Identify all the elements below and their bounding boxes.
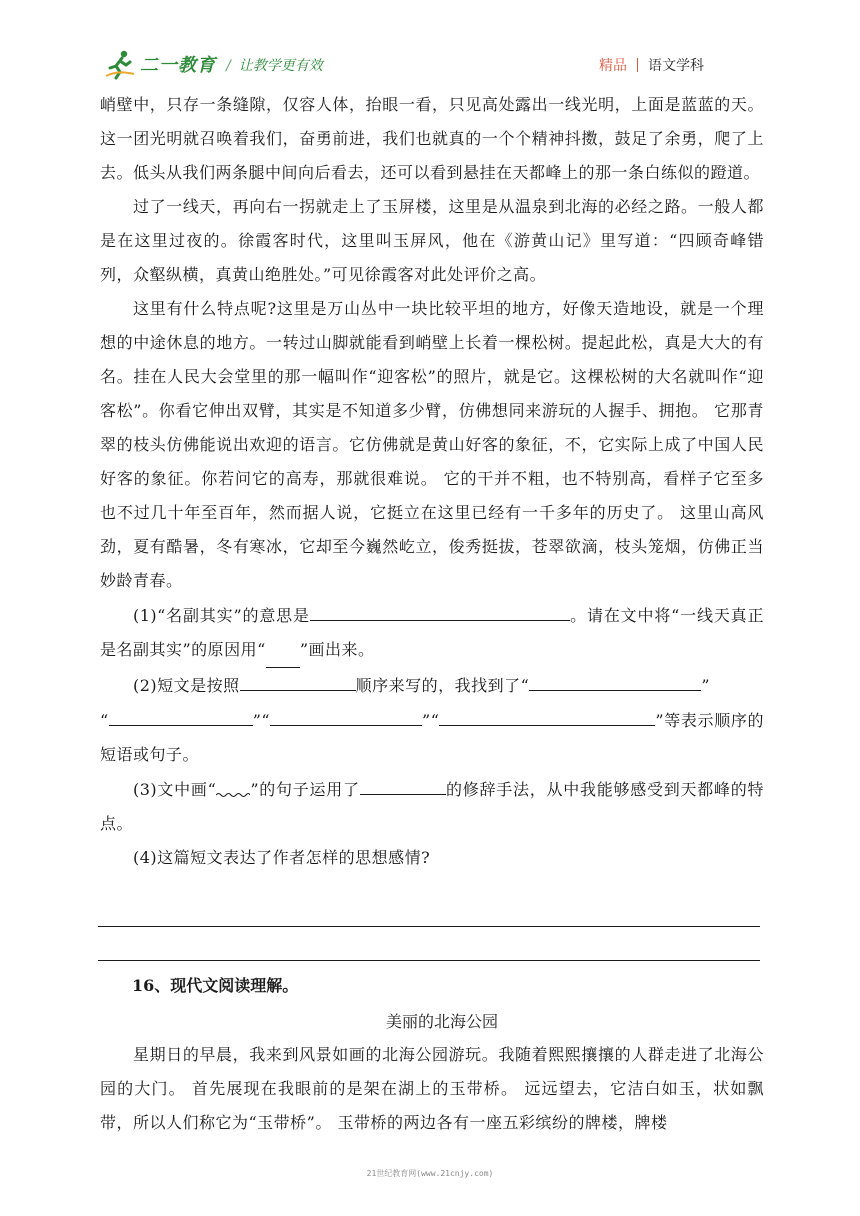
question-4: (4)这篇短文表达了作者怎样的思想感情? [133, 848, 431, 867]
answer-blank-phrase-1[interactable] [529, 668, 701, 691]
article-title: 美丽的北海公园 [385, 1012, 498, 1031]
passage-paragraph-2: 过了一线天，再向右一拐就走上了玉屏楼，这里是从温泉到北海的必经之路。一般人都是在这里过夜的。徐霞客时代，这里叫玉屏风，他在《游黄山记》里写道：“四顾奇峰错列，众壑纵横，真黄山绝胜处。”可见徐霞客对此处评价之高。 [100, 197, 764, 284]
question-3-text-a: (3)文中画“ [133, 780, 217, 799]
question-1-text-a: (1)“名副其实”的意思是 [133, 606, 310, 625]
question-2-text-b: 顺序来写的，我找到了“ [355, 676, 530, 695]
passage-paragraph-3: 这里有什么特点呢?这里是万山丛中一块比较平坦的地方，好像天造地设，就是一个理想的中途休息的地方。一转过山脚就能看到峭壁上长着一棵松树。提起此松，真是大大的有名。挂在人民大会堂里的那一幅叫作“迎客松”的照片，就是它。这棵松树的大名就叫作“迎客松”。你看它伸出双臂，其实是不知道多少臂，仿佛想同来游玩的人握手、拥抱。 它那青翠的枝头仿佛能说出欢迎的语言。它仿佛就是黄山好客的象征，不，它实际上成了中国人民好客的象征。你若问它的高寿，那就很难说。 它的干并不粗，也不特别高，看样子它至多也不过几十年至百年，然而据人说，它挺立在这里已经有一千多年的历史了。 这里山高风劲，夏有酷暑，冬有寒冰，它却至今巍然屹立，俊秀挺拔，苍翠欲滴，枝头笼烟，仿佛正当妙龄青春。 [100, 299, 764, 590]
tag-divider [637, 58, 638, 72]
question-3-text-b: ”的句子运用了 [250, 780, 360, 799]
answer-line-2[interactable] [98, 960, 760, 961]
logo-text: 二一教育 [140, 55, 216, 76]
question-2-text-d: “ [100, 711, 109, 730]
section-16-content [100, 1038, 764, 1140]
subject-tag: 语文学科 [648, 58, 704, 74]
question-3 [100, 772, 764, 841]
slogan-text: 让教学更有效 [238, 58, 323, 74]
question-2-continued [100, 703, 764, 772]
question-2-text-c: ” [701, 676, 711, 695]
passage-content [100, 88, 764, 875]
question-2-text-g: ”等表示顺序的短语或句子。 [100, 711, 764, 764]
article-paragraph-1: 星期日的早晨，我来到风景如画的北海公园游玩。我随着熙熙攘攘的人群走进了北海公园的大门。 首先展现在我眼前的是架在湖上的玉带桥。 远远望去，它洁白如玉，状如飘带，所以人们称它为“玉带桥”。 玉带桥的两边各有一座五彩缤纷的牌楼，牌楼 [100, 1045, 764, 1132]
answer-blank-phrase-3[interactable] [270, 703, 422, 726]
question-2-text-a: (2)短文是按照 [133, 676, 240, 695]
question-2 [100, 668, 764, 703]
question-1-text-b: 。请在文中将“一线天真正是名副其实”的原因用“ [100, 606, 764, 659]
question-3-text-c: 的修辞手法，从中我能够感受到天都峰的特点。 [100, 780, 764, 833]
answer-line-1[interactable] [98, 926, 760, 927]
slogan [226, 55, 323, 75]
answer-blank-meaning[interactable] [310, 598, 570, 621]
wavy-line-mark [216, 784, 250, 798]
answer-blank-phrase-4[interactable] [439, 703, 655, 726]
answer-blank-phrase-2[interactable] [109, 703, 253, 726]
logo [104, 48, 216, 80]
slogan-slash: / [226, 58, 231, 74]
section-16-title: 16、现代文阅读理解。 [132, 976, 299, 995]
runner-logo-icon [104, 48, 136, 80]
page-header [0, 0, 860, 84]
question-1-text-c: ”画出来。 [299, 640, 375, 659]
quality-tag: 精品 [599, 58, 627, 74]
page-footer: 21世纪教育网(www.21cnjy.com) [366, 1169, 494, 1178]
answer-blank-rhetoric[interactable] [360, 772, 446, 795]
question-2-text-f: ”“ [422, 711, 440, 730]
answer-blank-order[interactable] [240, 668, 356, 691]
question-1 [100, 598, 764, 668]
passage-paragraph-1: 峭壁中，只存一条缝隙，仅容人体，抬眼一看，只见高处露出一线光明，上面是蓝蓝的天。这一团光明就召唤着我们，奋勇前进，我们也就真的一个个精神抖擞，鼓足了余勇，爬了上去。低头从我们两条腿中间向后看去，还可以看到悬挂在天都峰上的那一条白练似的蹬道。 [100, 95, 764, 182]
straight-line-mark [266, 633, 300, 668]
header-tags [599, 55, 704, 75]
question-2-text-e: ”“ [252, 711, 271, 730]
